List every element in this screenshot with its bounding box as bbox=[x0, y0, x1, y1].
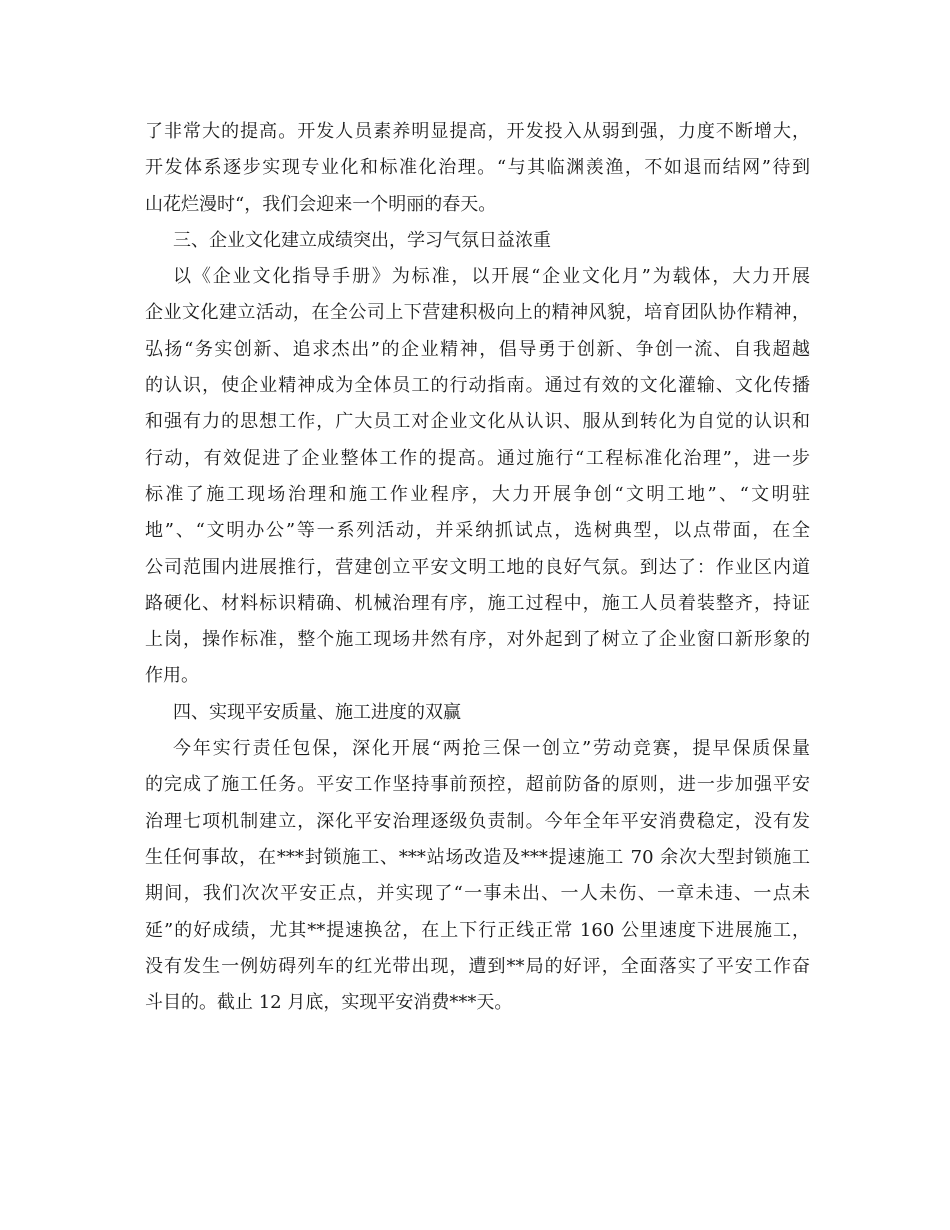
text-line: 开发体系逐步实现专业化和标准化治理。“与其临渊羡渔，不如退而结网”待到 bbox=[145, 157, 810, 179]
text-line: 治理七项机制建立，深化平安治理逐级负责制。今年全年平安消费稳定，没有发 bbox=[145, 810, 810, 832]
text-line: 没有发生一例妨碍列车的红光带出现，遭到**局的好评，全面落实了平安工作奋 bbox=[145, 955, 810, 977]
text-line: 延”的好成绩，尤其**提速换岔，在上下行正线正常 160 公里速度下进展施工， bbox=[145, 919, 810, 941]
text-line: 四、实现平安质量、施工进度的双赢 bbox=[173, 701, 461, 723]
text-line: 企业文化建立活动，在全公司上下营建积极向上的精神风貌，培育团队协作精神， bbox=[145, 302, 810, 324]
text-line: 今年实行责任包保，深化开展“两抢三保一创立”劳动竞赛，提早保质保量 bbox=[173, 738, 810, 760]
text-line: 的完成了施工任务。平安工作坚持事前预控，超前防备的原则，进一步加强平安 bbox=[145, 774, 810, 796]
text-line: 行动，有效促进了企业整体工作的提高。通过施行“工程标准化治理”，进一步 bbox=[145, 447, 810, 469]
text-line: 三、企业文化建立成绩突出，学习气氛日益浓重 bbox=[173, 229, 551, 251]
text-line: 以《企业文化指导手册》为标准，以开展“企业文化月”为载体，大力开展 bbox=[173, 266, 810, 288]
text-line: 斗目的。截止 12 月底，实现平安消费***天。 bbox=[145, 992, 513, 1014]
document-body-text bbox=[145, 114, 810, 1021]
text-line: 公司范围内进展推行，营建创立平安文明工地的良好气氛。到达了：作业区内道 bbox=[145, 556, 810, 578]
text-line: 上岗，操作标准，整个施工现场井然有序，对外起到了树立了企业窗口新形象的 bbox=[145, 629, 810, 651]
text-line: 了非常大的提高。开发人员素养明显提高，开发投入从弱到强，力度不断增大， bbox=[145, 121, 810, 142]
text-line: 和强有力的思想工作，广大员工对企业文化从认识、服从到转化为自觉的认识和 bbox=[145, 411, 810, 433]
text-line: 标准了施工现场治理和施工作业程序，大力开展争创“文明工地”、“文明驻 bbox=[145, 483, 810, 505]
text-line: 山花烂漫时“，我们会迎来一个明丽的春天。 bbox=[145, 193, 497, 215]
text-line: 弘扬“务实创新、追求杰出”的企业精神，倡导勇于创新、争创一流、自我超越 bbox=[145, 338, 810, 360]
text-line: 生任何事故，在***封锁施工、***站场改造及***提速施工 70 余次大型封锁施工 bbox=[145, 846, 810, 868]
text-line: 路硬化、材料标识精确、机械治理有序，施工过程中，施工人员着装整齐，持证 bbox=[145, 592, 810, 614]
text-line: 作用。 bbox=[145, 665, 199, 687]
text-line: 地”、“文明办公”等一系列活动，并采纳抓试点，选树典型，以点带面，在全 bbox=[145, 520, 810, 542]
text-line: 的认识，使企业精神成为全体员工的行动指南。通过有效的文化灌输、文化传播 bbox=[145, 375, 810, 397]
text-line: 期间，我们次次平安正点，并实现了“一事未出、一人未伤、一章未违、一点未 bbox=[145, 883, 810, 905]
